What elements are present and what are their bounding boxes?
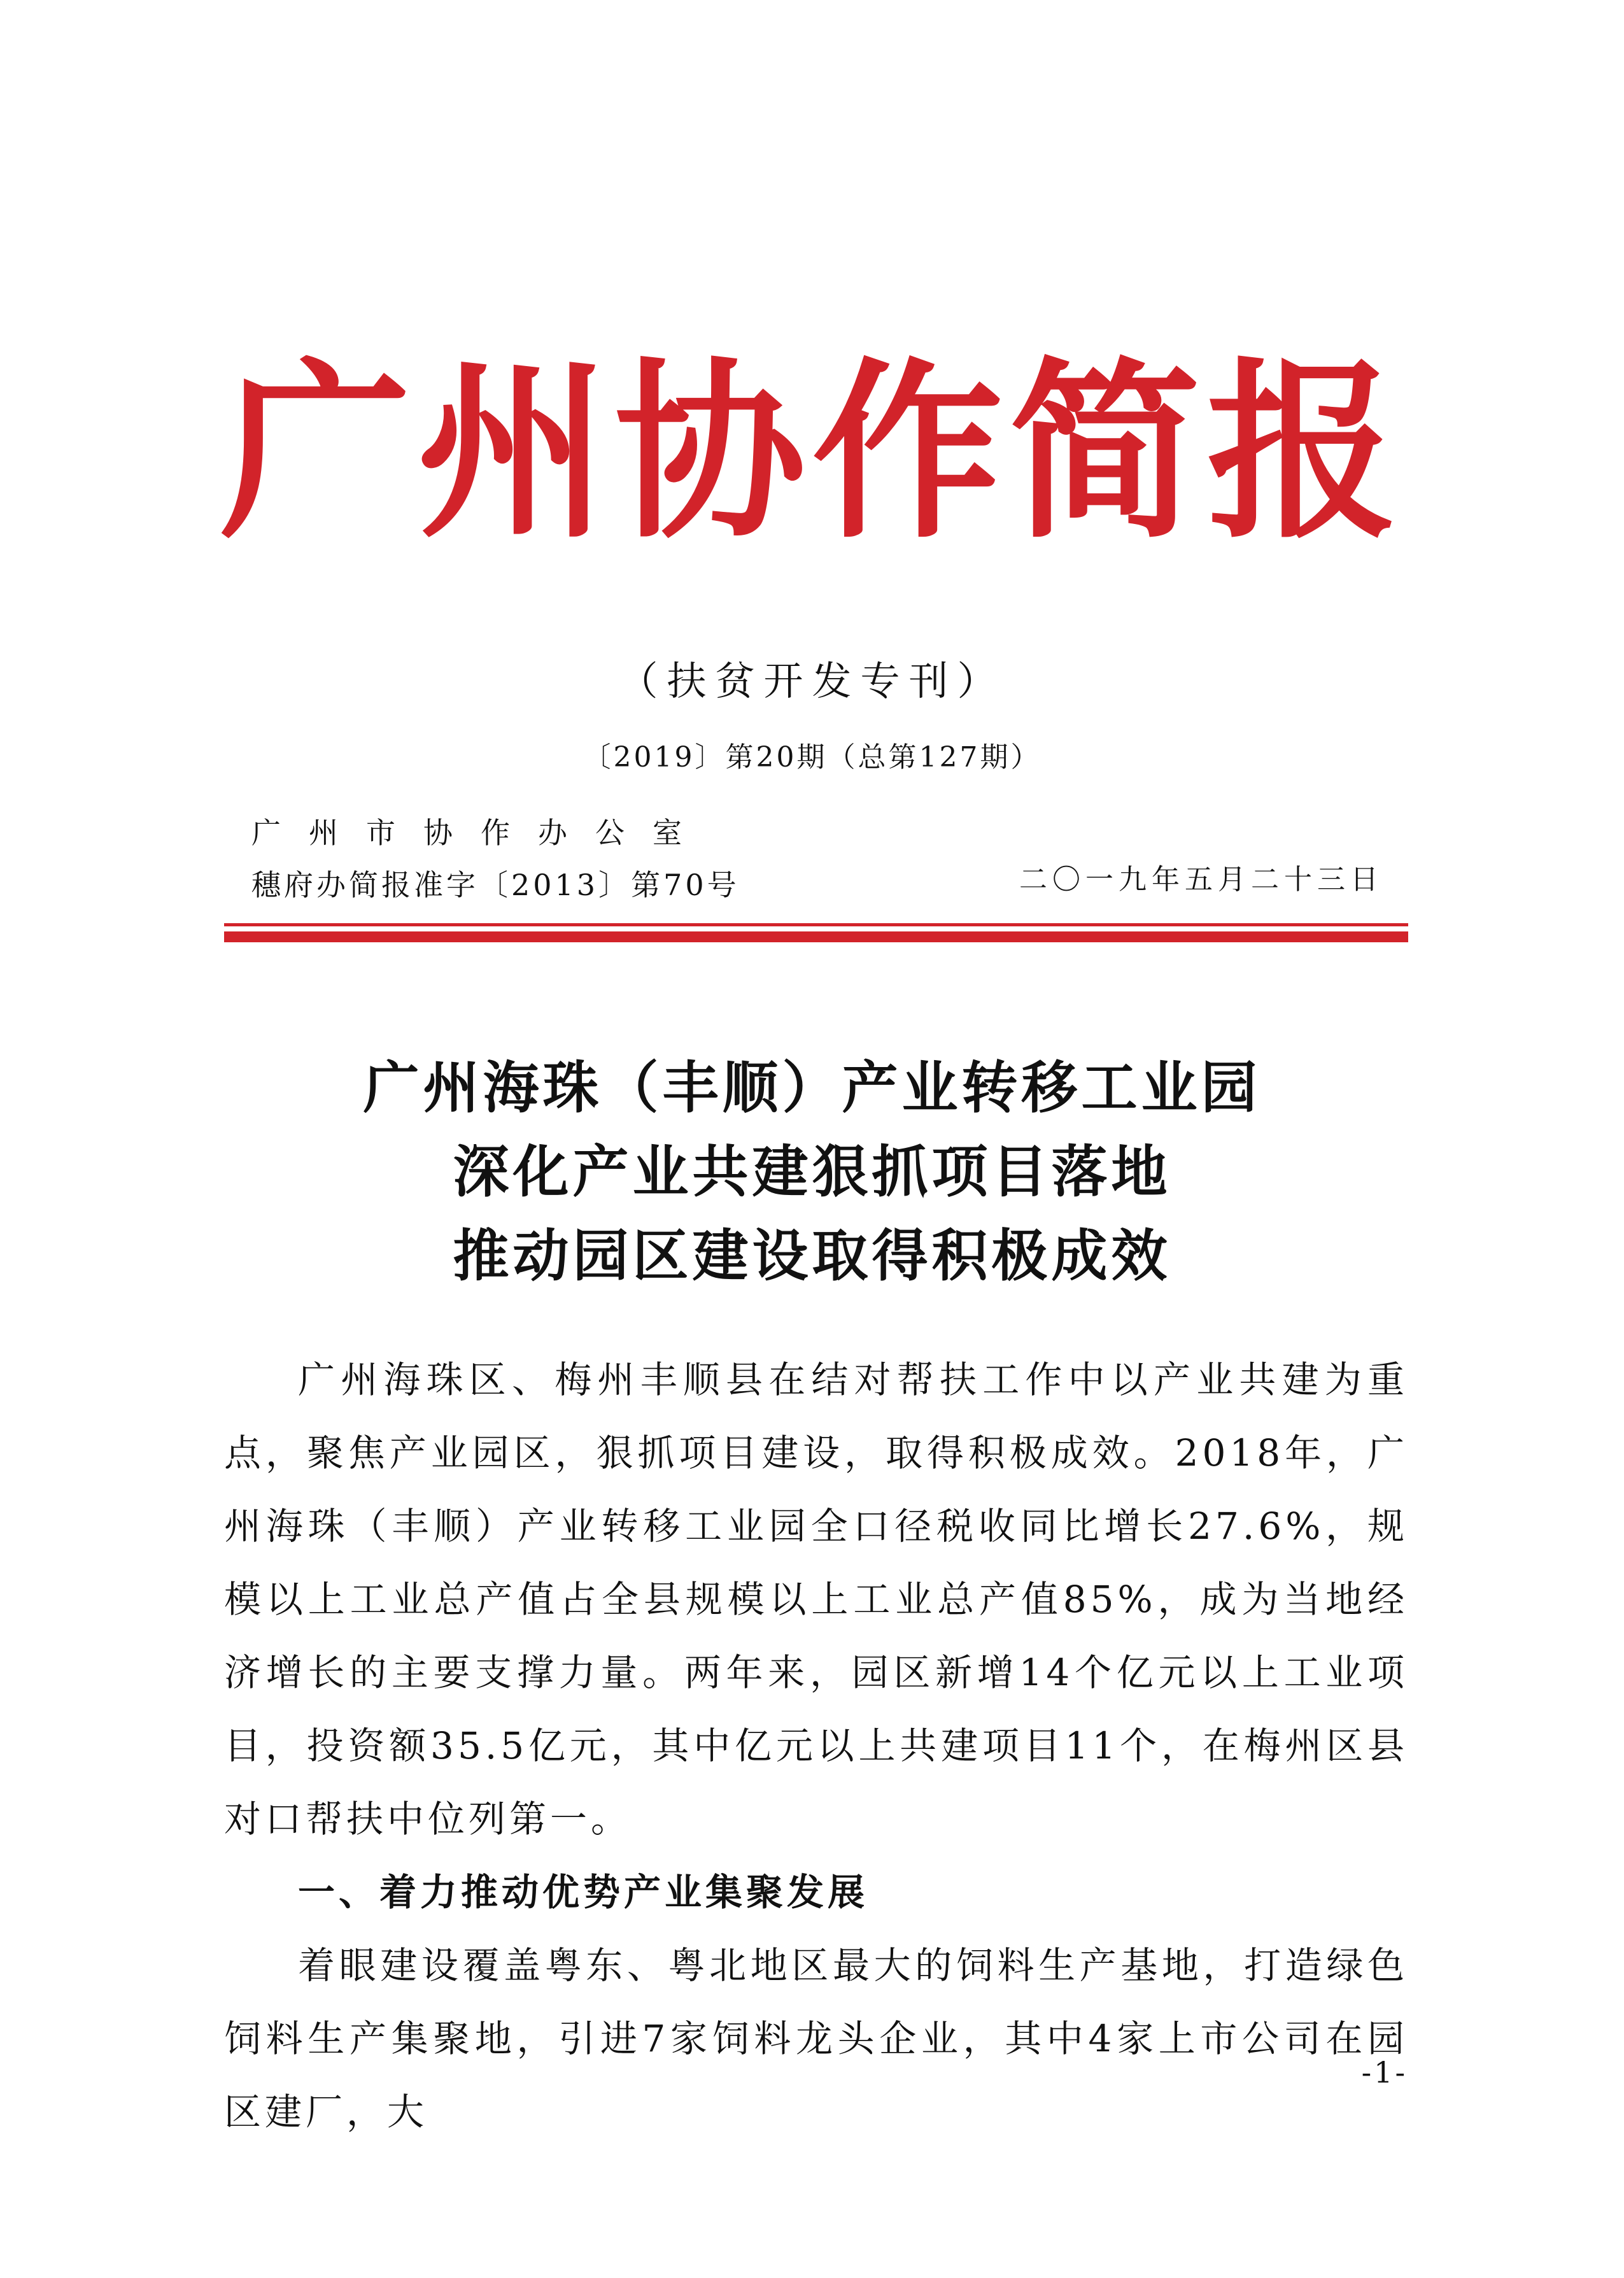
article-title-line-2: 深化产业共建狠抓项目落地 [453,1138,1171,1205]
issue-date: 二〇一九年五月二十三日 [1019,863,1383,896]
article-title-line-1: 广州海珠（丰顺）产业转移工业园 [363,1054,1261,1121]
article-body [224,1343,1408,2149]
masthead-title: 广州协作简报 [220,339,1404,564]
article-title-line-3: 推动园区建设取得积极成效 [453,1222,1171,1289]
section-heading: 一、着力推动优势产业集聚发展 [298,1871,869,1914]
issuer-office: 广州市协作办公室 [251,816,710,850]
red-rule-thin [224,923,1408,926]
intro-paragraph: 广州海珠区、梅州丰顺县在结对帮扶工作中以产业共建为重点，聚焦产业园区，狠抓项目建设，取得积极成效。2018年，广州海珠（丰顺）产业转移工业园全口径税收同比增长27.6%，规模以上工业总产值占全县规模以上工业总产值85%，成为当地经济增长的主要支撑力量。两年来，园区新增14个亿元以上工业项目，投资额35.5亿元，其中亿元以上共建项目11个，在梅州区县对口帮扶中位列第一。 [224,1358,1408,1841]
issue-number: 〔2019〕第20期（总第127期） [583,741,1041,774]
special-issue-subtitle: （扶贫开发专刊） [618,658,1006,704]
permit-number: 穗府办简报准字〔2013〕第70号 [251,868,740,902]
page-number: -1- [1361,2055,1408,2090]
red-rule-thick [224,931,1408,942]
section-paragraph: 着眼建设覆盖粤东、粤北地区最大的饲料生产基地，打造绿色饲料生产集聚地，引进7家饲料龙头企业，其中4家上市公司在园区建厂，大 [224,1944,1408,2133]
